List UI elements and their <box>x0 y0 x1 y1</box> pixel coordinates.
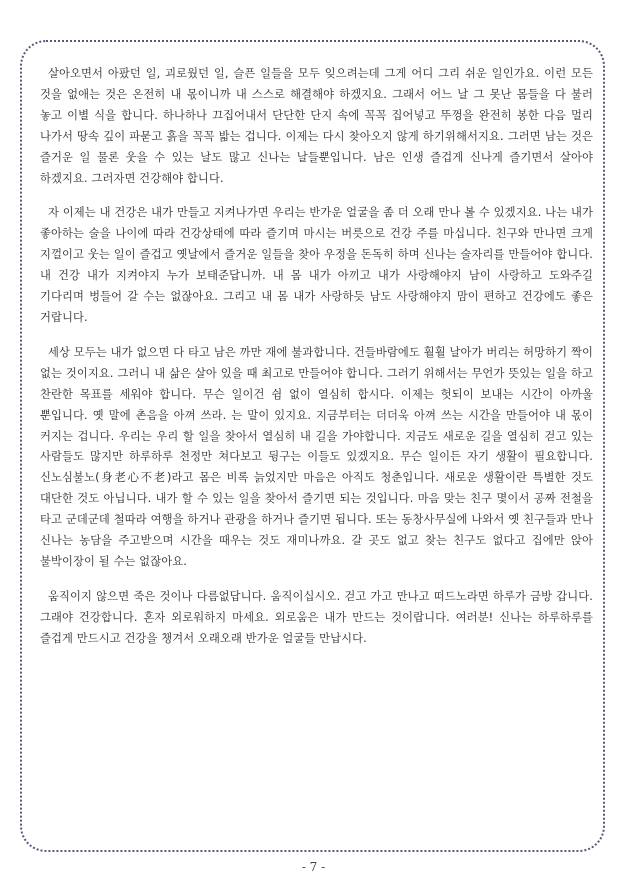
paragraph-1: 살아오면서 아팠던 일, 괴로웠던 일, 슬픈 일들을 모두 잊으려는데 그게 어디 그리 쉬운 일인가요. 이런 모든 것을 없애는 것은 온전히 내 몫이니까 내 스스로 해결해야 하겠지요. 그래서 어느 날 그 못난 몸들을 다 불러 놓고 이별 식을 합니다. 하나하나 끄집어내서 단단한 단지 속에 꼭꼭 집어넣고 뚜껑을 완전히 봉한 다음 멀리 나가서 땅속 깊이 파묻고 흙을 꼭꼭 밟는 겁니다. 이제는 다시 찾아오지 않게 하기위해서지요. 그러면 남는 것은 즐거운 일 물론 웃을 수 있는 날도 많고 신나는 날들뿐입니다. 남은 인생 즐겁게 신나게 즐기면서 살아야 하겠지요. 그러자면 건강해야 합니다. <box>40 67 593 185</box>
paragraph-2: 자 이제는 내 건강은 내가 만들고 지켜나가면 우리는 반가운 얼굴을 좀 더 오래 만나 볼 수 있겠지요. 나는 내가 좋아하는 술을 나이에 따라 건강상태에 따라 즐기며 마시는 버릇으로 건강 주를 마십니다. 친구와 만나면 크게 지껄이고 웃는 일이 즐겁고 옛날에서 즐거운 일들을 찾아 우정을 돈독히 하며 신나는 술자리를 만들어야 합니다. 내 건강 내가 지켜야지 누가 보태준답니까. 내 몸 내가 아끼고 내가 사랑해야지 남이 사랑하고 도와주길 기다리며 벙들어 갈 수는 없잖아요. 그리고 내 몸 내가 사랑하듯 남도 사랑해야지 맘이 편하고 건강에도 좋은 거랍니다. <box>40 206 593 324</box>
page-number: - 7 - <box>301 860 326 874</box>
paragraph-3: 세상 모두는 내가 없으면 다 타고 남은 까만 재에 불과합니다. 건들바람에도 훨훨 날아가 버리는 허망하기 짝이 없는 것이지요. 그러니 내 삶은 살아 있을 때 최고로 만들어야 합니다. 그러기 위해서는 무언가 뜻있는 일을 하고 찬란한 목표를 세워야 합니다. 무슨 일이건 쉼 없이 열심히 합시다. 이제는 헛되이 보내는 시간이 아까울 뿐입니다. 옛 말에 촌음을 아껴 쓰라. 는 말이 있지요. 지금부터는 더더욱 아껴 쓰는 시간을 만들어야 내 몫이 커지는 겁니다. 우리는 우리 할 일을 찾아서 열심히 내 길을 가야합니다. 지금도 새로운 길을 열심히 걷고 있는 사람들도 많지만 하루하루 천정만 쳐다보고 뒹구는 이들도 있겠지요. 무슨 일이든 자기 생활이 필요합니다. 신노심불노(身老心不老)라고 몸은 비록 늙었지만 마음은 아직도 청춘입니다. 새로운 생활이란 특별한 것도 대단한 것도 아닙니다. 내가 할 수 있는 일을 찾아서 즐기면 되는 것입니다. 마음 맞는 친구 몇이서 공짜 전철을 타고 군데군데 철따라 여행을 하거나 관광을 하거나 즐기면 됩니다. 또는 동창사무실에 나와서 옛 친구들과 만나 신나는 농담을 주고받으며 시간을 때우는 것도 재미나까요. 갈 곳도 없고 찾는 친구도 없다고 집에만 앉아 불박이장이 될 수는 없잖아요. <box>40 345 593 568</box>
paragraph-4: 움직이지 않으면 죽은 것이나 다름없답니다. 움직이십시오. 걷고 가고 만나고 떠드노라면 하루가 금방 갑니다. 그래야 건강합니다. 혼자 외로워하지 마세요. 외로움은 내가 만드는 것이랍니다. 여러분! 신나는 하루하루를 즐겁게 만드시고 건강을 챙겨서 오래오래 반가운 얼굴들 만납시다. <box>40 589 593 645</box>
essay-body <box>40 64 593 854</box>
